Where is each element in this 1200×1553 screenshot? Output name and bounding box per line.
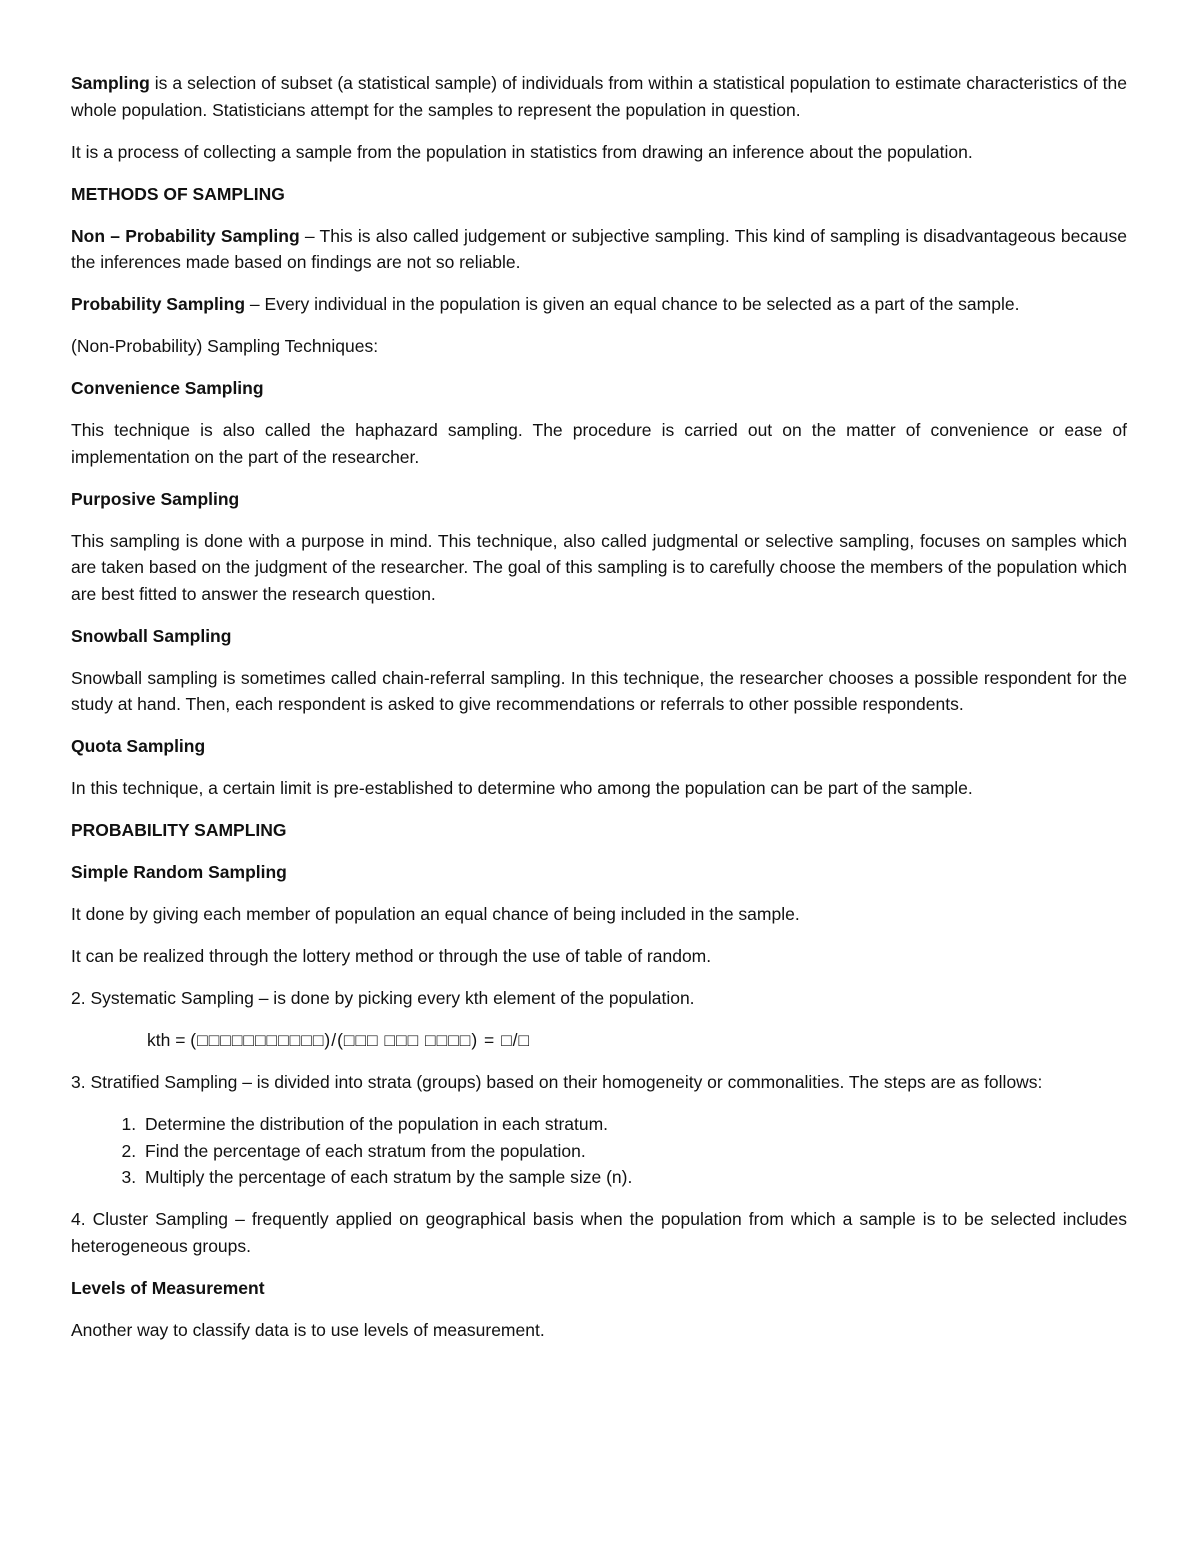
heading-convenience-sampling: Convenience Sampling (71, 378, 264, 398)
paragraph-levels: Another way to classify data is to use levels of measurement. (71, 1319, 545, 1340)
heading-probability-sampling: PROBABILITY SAMPLING (71, 820, 287, 840)
term-probability: Probability Sampling (71, 294, 246, 314)
list-item: 3. Multiply the percentage of each stratum by the sample size (n). (141, 1164, 1127, 1191)
paragraph-quota: In this technique, a certain limit is pre-established to determine who among the population can be part of the sample. (71, 778, 973, 798)
formula-label: kth = (147, 1030, 191, 1050)
paragraph-process: It is a process of collecting a sample from the population in statistics from drawing an inference about the population. (71, 141, 973, 162)
formula-kth (71, 1027, 1127, 1054)
term-non-probability: Non – Probability Sampling (71, 225, 300, 246)
paragraph-stratified-sampling: 3. Stratified Sampling – is divided into strata (groups) based on their homogeneity or commonalities. The steps are as follows: (71, 1072, 1043, 1092)
list-item: 2. Find the percentage of each stratum from the population. (141, 1138, 1127, 1165)
paragraph-non-probability: Non – Probability Sampling – This is also called judgement or subjective sampling. This kind of sampling is disadvantageous because the inferences made based on findings are not so reliable. (71, 225, 1127, 272)
term-sampling: Sampling (71, 73, 150, 93)
heading-purposive-sampling: Purposive Sampling (71, 488, 240, 509)
heading-levels-of-measurement: Levels of Measurement (71, 1277, 265, 1298)
paragraph-probability: Probability Sampling – Every individual in the population is given an equal chance to be selected as a part of the sample. (71, 294, 1020, 314)
heading-quota-sampling: Quota Sampling (71, 736, 206, 756)
paragraph-techniques-intro: (Non-Probability) Sampling Techniques: (71, 336, 379, 356)
stratified-steps-list (71, 1111, 1127, 1191)
paragraph-snowball: Snowball sampling is sometimes called chain-referral sampling. In this technique, the researcher chooses a possible respondent for the study at hand. Then, each respondent is asked to give recommendations or referrals to other possible respondents. (71, 667, 1127, 714)
heading-methods-of-sampling: METHODS OF SAMPLING (71, 183, 285, 204)
paragraph-simple-random-2: It can be realized through the lottery method or through the use of table of random. (71, 946, 712, 966)
paragraph-systematic-sampling: 2. Systematic Sampling – is done by picking every kth element of the population. (71, 988, 695, 1008)
list-item: 1. Determine the distribution of the population in each stratum. (141, 1111, 1127, 1138)
paragraph-sampling-definition: Sampling is a selection of subset (a statistical sample) of individuals from within a statistical population to estimate characteristics of the whole population. Statisticians attempt for the samples to represent the population in question. (71, 73, 1127, 120)
heading-simple-random-sampling: Simple Random Sampling (71, 862, 287, 882)
paragraph-cluster-sampling: 4. Cluster Sampling – frequently applied on geographical basis when the population from which a sample is to be selected includes heterogeneous groups. (71, 1209, 1127, 1256)
heading-snowball-sampling: Snowball Sampling (71, 625, 232, 646)
paragraph-simple-random-1: It done by giving each member of population an equal chance of being included in the sample. (71, 904, 800, 924)
paragraph-convenience: This technique is also called the haphazard sampling. The procedure is carried out on the matter of convenience or ease of implementation on the part of the researcher. (71, 420, 1127, 467)
paragraph-purposive: This sampling is done with a purpose in mind. This technique, also called judgmental or selective sampling, focuses on samples which are taken based on the judgment of the researcher. The goal of this sampling is to carefully choose the members of the population which are best fitted to answer the research question. (71, 530, 1127, 604)
formula-body: (□□□□□□□□□□□)/(□□□ □□□ □□□□) = □/□ (190, 1030, 531, 1050)
